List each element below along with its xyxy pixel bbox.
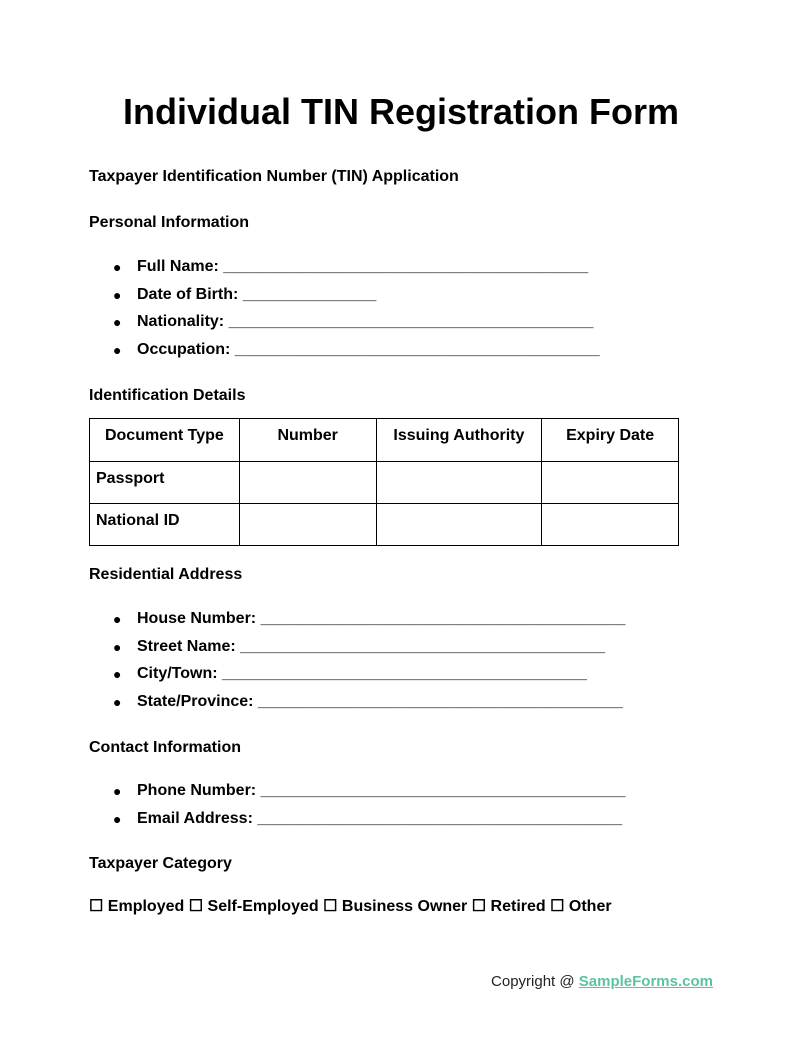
- option-business-owner[interactable]: [323, 898, 467, 915]
- option-label: Retired: [490, 898, 546, 915]
- field-street-name: [89, 637, 625, 665]
- field-occupation: [89, 340, 600, 368]
- option-label: Business Owner: [341, 898, 468, 915]
- field-label: Street Name:: [137, 637, 236, 655]
- option-label: Self-Employed: [207, 898, 319, 915]
- field-label: Date of Birth:: [137, 285, 239, 303]
- section-heading-personal: Personal Information: [89, 214, 250, 231]
- checkbox-icon: ☐: [188, 898, 204, 915]
- field-label: Phone Number:: [137, 782, 257, 799]
- table-cell[interactable]: [376, 504, 542, 546]
- option-label: Other: [568, 898, 612, 915]
- table-cell[interactable]: [542, 504, 679, 546]
- column-header: Expiry Date: [542, 419, 679, 462]
- table-cell[interactable]: [239, 462, 376, 504]
- column-header: Issuing Authority: [376, 419, 542, 462]
- fill-in-blank[interactable]: _________________________________________: [228, 313, 594, 330]
- personal-info-list: [89, 257, 600, 367]
- field-state-province: [89, 692, 625, 720]
- section-heading-contact: Contact Information: [89, 739, 241, 756]
- fill-in-blank[interactable]: _________________________________________: [257, 809, 623, 827]
- bullet-icon: ●: [113, 611, 122, 627]
- bullet-icon: ●: [113, 666, 122, 682]
- table-cell: Passport: [90, 462, 240, 504]
- field-date-of-birth: [89, 285, 600, 313]
- field-email-address: [89, 809, 625, 837]
- contact-list: [89, 781, 625, 836]
- table-cell: National ID: [90, 504, 240, 546]
- fill-in-blank[interactable]: _________________________________________: [240, 637, 605, 655]
- bullet-icon: ●: [113, 259, 122, 275]
- fill-in-blank[interactable]: _______________: [242, 285, 377, 303]
- section-heading-address: Residential Address: [89, 566, 243, 583]
- copyright-footer: [491, 972, 713, 992]
- field-label: House Number:: [137, 610, 257, 627]
- table-cell[interactable]: [542, 462, 679, 504]
- field-label: Full Name:: [137, 258, 219, 275]
- option-label: Employed: [107, 898, 185, 915]
- option-other[interactable]: [550, 898, 611, 915]
- fill-in-blank[interactable]: _________________________________________: [260, 782, 626, 799]
- table-row: [90, 504, 679, 546]
- brand-link[interactable]: SampleForms.com: [578, 973, 713, 990]
- bullet-icon: ●: [113, 783, 122, 799]
- identification-table: [89, 418, 679, 546]
- table-cell[interactable]: [239, 504, 376, 546]
- bullet-icon: ●: [113, 341, 122, 358]
- field-label: State/Province:: [137, 692, 254, 710]
- column-header: Number: [239, 419, 376, 462]
- table-header-row: [90, 419, 679, 462]
- table-row: [90, 462, 679, 504]
- bullet-icon: ●: [113, 810, 122, 827]
- option-self-employed[interactable]: [189, 898, 319, 915]
- column-header: Document Type: [90, 419, 240, 462]
- page-title: Individual TIN Registration Form: [122, 91, 680, 132]
- field-phone-number: [89, 781, 625, 809]
- option-retired[interactable]: [472, 898, 546, 915]
- checkbox-icon: ☐: [471, 898, 487, 915]
- bullet-icon: ●: [113, 314, 122, 330]
- field-full-name: [89, 257, 600, 285]
- form-subtitle: Taxpayer Identification Number (TIN) Application: [89, 168, 459, 185]
- taxpayer-category-options: [89, 897, 612, 917]
- field-label: Email Address:: [137, 809, 253, 827]
- address-list: [89, 609, 625, 719]
- field-nationality: [89, 312, 600, 340]
- checkbox-icon: ☐: [550, 898, 565, 915]
- option-employed[interactable]: [89, 898, 184, 915]
- checkbox-icon: ☐: [89, 898, 104, 915]
- section-heading-identification: Identification Details: [89, 387, 246, 404]
- fill-in-blank[interactable]: _________________________________________: [257, 692, 623, 710]
- section-heading-category: Taxpayer Category: [89, 855, 232, 872]
- field-city-town: [89, 664, 625, 692]
- fill-in-blank[interactable]: _________________________________________: [222, 665, 587, 682]
- field-label: City/Town:: [137, 665, 218, 682]
- table-cell[interactable]: [376, 462, 542, 504]
- bullet-icon: ●: [113, 286, 122, 303]
- checkbox-icon: ☐: [323, 898, 338, 915]
- field-label: Nationality:: [137, 313, 225, 330]
- fill-in-blank[interactable]: _________________________________________: [234, 340, 600, 358]
- bullet-icon: ●: [113, 638, 122, 655]
- field-house-number: [89, 609, 625, 637]
- bullet-icon: ●: [113, 693, 122, 710]
- field-label: Occupation:: [137, 340, 231, 358]
- fill-in-blank[interactable]: _________________________________________: [223, 258, 589, 275]
- fill-in-blank[interactable]: _________________________________________: [260, 610, 626, 627]
- copyright-text: Copyright @: [491, 973, 579, 990]
